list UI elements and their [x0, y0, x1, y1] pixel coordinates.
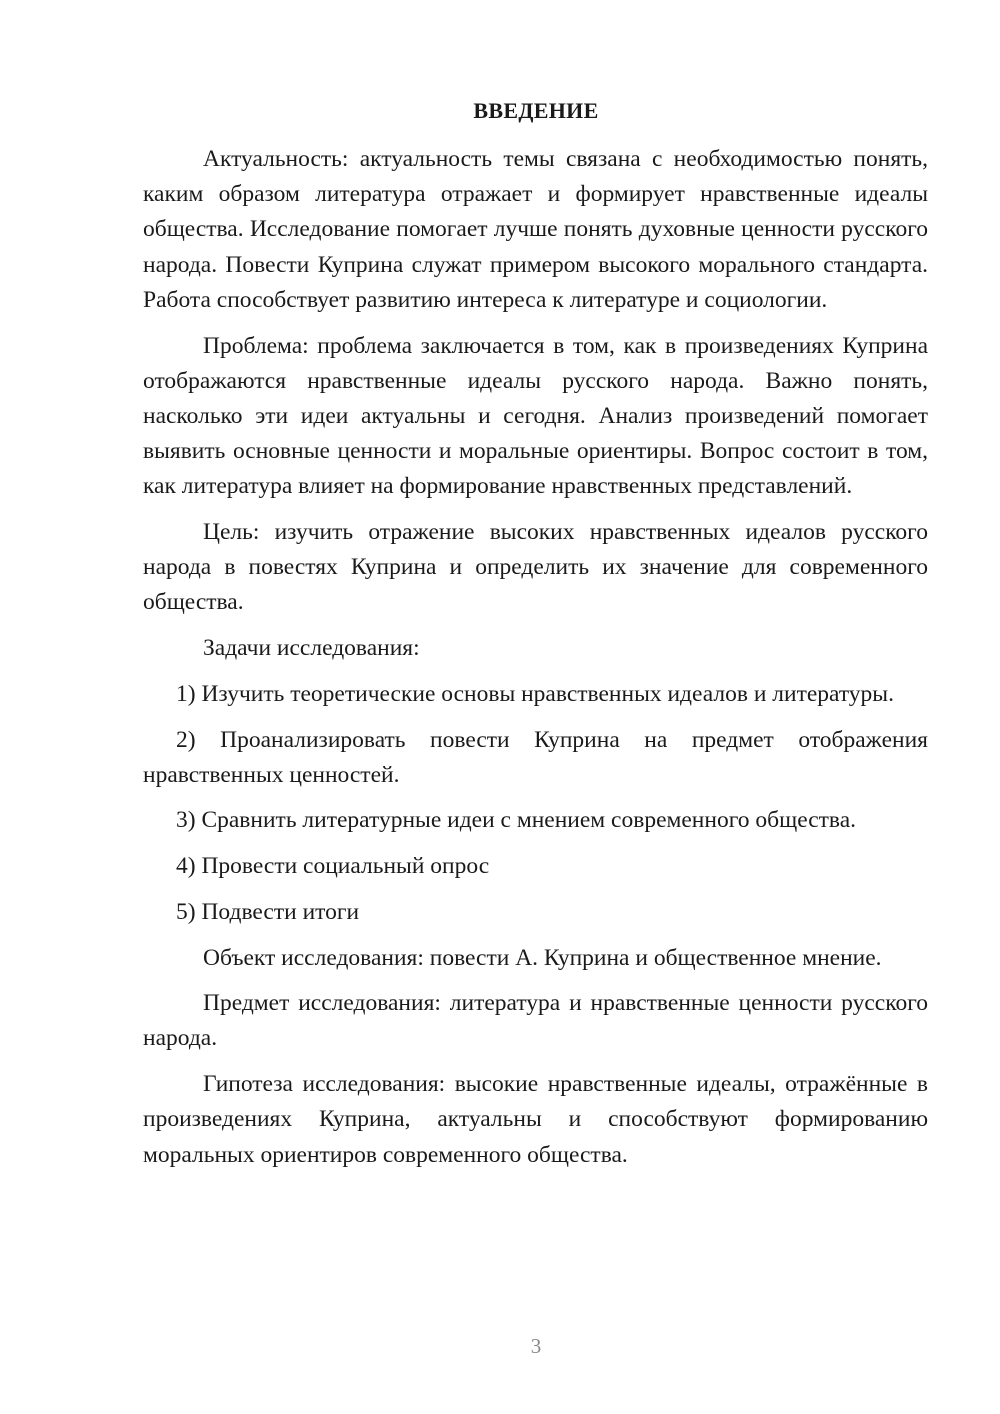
relevance-paragraph: Актуальность: актуальность темы связана с необходимостью понять, каким образом литература отражает и формирует нравственные идеалы общества. Исследование помогает лучше понять духовные ценности русского народа. Повести Куприна служат примером высокого морального стандарта. Работа способствует развитию интереса к литературе и социологии. [143, 146, 928, 313]
task-item: 5) Подвести итоги [176, 898, 360, 925]
document-body [143, 142, 928, 1183]
problem-paragraph: Проблема: проблема заключается в том, как в произведениях Куприна отображаются нравственные идеалы русского народа. Важно понять, насколько эти идеи актуальны и сегодня. Анализ произведений помогает выявить основные ценности и моральные ориентиры. Вопрос состоит в том, как литература влияет на формирование нравственных представлений. [143, 332, 928, 500]
goal-paragraph: Цель: изучить отражение высоких нравственных идеалов русского народа в повестях Куприна и определить их значение для современного общества. [143, 519, 928, 616]
task-item: 2) Проанализировать повести Куприна на предмет отображения нравственных ценностей. [143, 726, 928, 788]
task-item: 1) Изучить теоретические основы нравственных идеалов и литературы. [176, 680, 894, 707]
page-number: 3 [530, 1334, 542, 1358]
hypothesis-paragraph: Гипотеза исследования: высокие нравственные идеалы, отражённые в произведениях Куприна, актуальны и способствуют формированию моральных ориентиров современного общества. [143, 1071, 928, 1168]
subject-paragraph: Предмет исследования: литература и нравственные ценности русского народа. [143, 990, 928, 1052]
task-item: 4) Провести социальный опрос [176, 853, 490, 880]
task-item: 3) Сравнить литературные идеи с мнением современного общества. [176, 807, 856, 834]
section-heading: ВВЕДЕНИЕ [473, 98, 599, 123]
object-paragraph: Объект исследования: повести А. Куприна и общественное мнение. [203, 944, 882, 971]
tasks-heading: Задачи исследования: [203, 635, 420, 662]
